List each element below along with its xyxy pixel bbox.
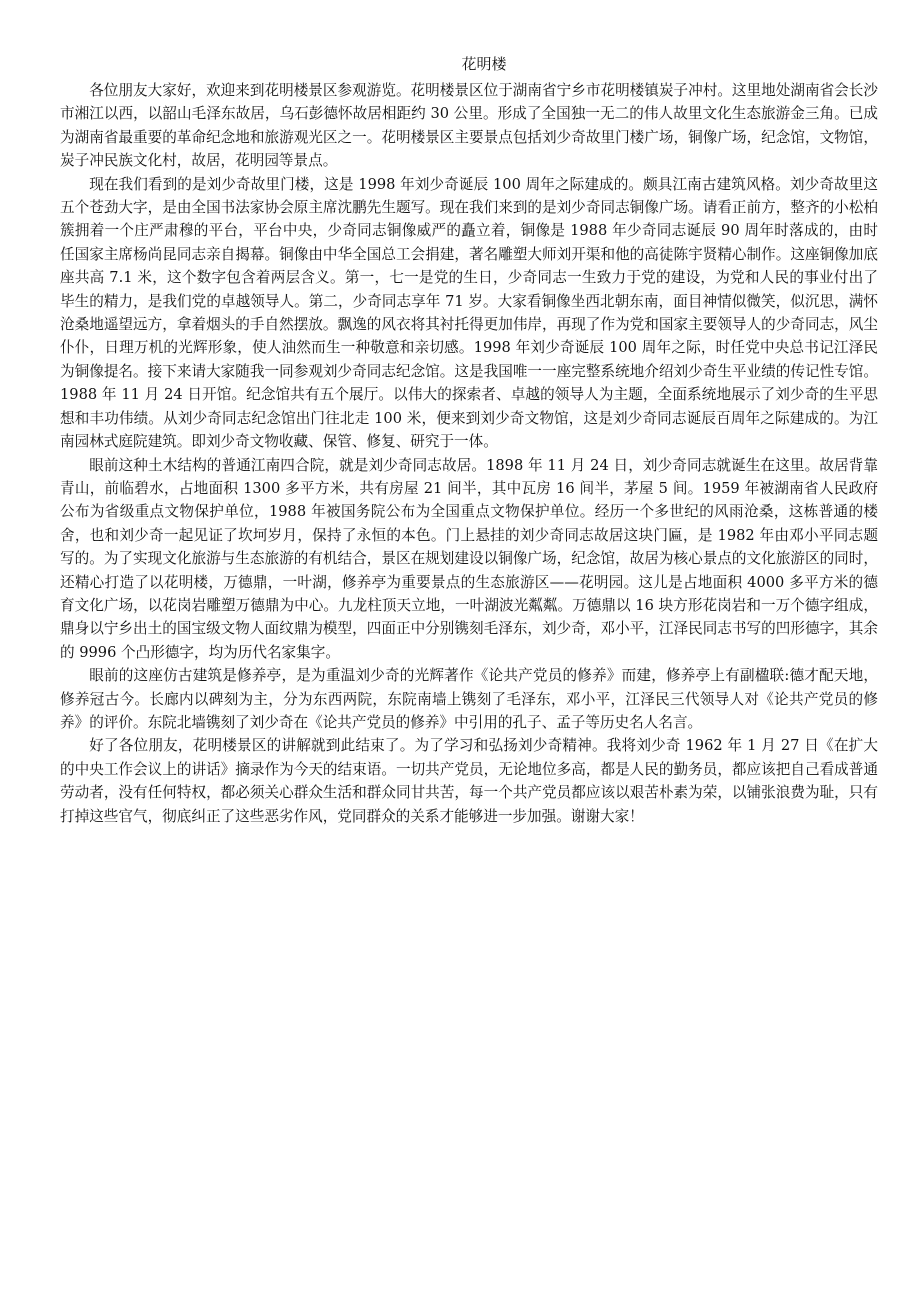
paragraph-xiuyang-pavilion: 眼前的这座仿古建筑是修养亭，是为重温刘少奇的光辉著作《论共产党员的修养》而建，修养亭上有副楹联:德才配天地，修养冠古今。长廊内以碑刻为主，分为东西两院，东院南墙上镌刻了毛泽东，邓小平，江泽民三代领导人对《论共产党员的修养》的评价。东院北墙镌刻了刘少奇在《论共产党员的修养》中引用的孔子、孟子等历史名人名言。: [60, 667, 878, 731]
paragraph-gate-statue-memorial: 现在我们看到的是刘少奇故里门楼，这是 1998 年刘少奇诞辰 100 周年之际建成的。颇具江南古建筑风格。刘少奇故里这五个苍劲大字，是由全国书法家协会原主席沈鹏先生题写。现在我们来到的是刘少奇同志铜像广场。请看正前方，整齐的小松柏簇拥着一个庄严肃穆的平台，平台中央，少奇同志铜像威严的矗立着，铜像是 1988 年少奇同志诞辰 90 周年时落成的，由时任国家主席杨尚昆同志亲自揭幕。铜像由中华全国总工会捐建，著名雕塑大师刘开渠和他的高徒陈宇贤精心制作。这座铜像加底座共高 7.1 米，这个数字包含着两层含义。第一，七一是党的生日，少奇同志一生致力于党的建设，为党和人民的事业付出了毕生的精力，是我们党的卓越领导人。第二，少奇同志享年 71 岁。大家看铜像坐西北朝东南，面目神情似微笑，似沉思，满怀沧桑地遥望远方，拿着烟头的手自然摆放。飘逸的风衣将其衬托得更加伟岸，再现了作为党和国家主要领导人的少奇同志，风尘仆仆，日理万机的光辉形象，使人油然而生一种敬意和亲切感。1998 年刘少奇诞辰 100 周年之际，时任党中央总书记江泽民为铜像提名。接下来请大家随我一同参观刘少奇同志纪念馆。这是我国唯一一座完整系统地介绍刘少奇生平业绩的传记性专馆。1988 年 11 月 24 日开馆。纪念馆共有五个展厅。以伟大的探索者、卓越的领导人为主题，全面系统地展示了刘少奇的生平思想和丰功伟绩。从刘少奇同志纪念馆出门往北走 100 米，便来到刘少奇文物馆，这是刘少奇同志诞辰百周年之际建成的。为江南园林式庭院建筑。即刘少奇文物收藏、保管、修复、研究于一体。: [60, 175, 878, 451]
paragraph-intro: 各位朋友大家好，欢迎来到花明楼景区参观游览。花明楼景区位于湖南省宁乡市花明楼镇炭子冲村。这里地处湖南省会长沙市湘江以西，以韶山毛泽东故居，乌石彭德怀故居相距约 30 公里。形成了全国独一无二的伟人故里文化生态旅游金三角。已成为湖南省最重要的革命纪念地和旅游观光区之一。花明楼景区主要景点包括刘少奇故里门楼广场，铜像广场，纪念馆，文物馆，炭子冲民族文化村，故居，花明园等景点。: [60, 82, 878, 170]
document-title: 花明楼: [461, 55, 507, 73]
paragraph-closing: 好了各位朋友，花明楼景区的讲解就到此结束了。为了学习和弘扬刘少奇精神。我将刘少奇 1962 年 1 月 27 日《在扩大的中央工作会议上的讲话》摘录作为今天的结束语。一切共产党员，无论地位多高，都是人民的勤务员，都应该把自己看成普通劳动者，没有任何特权，都必须关心群众生活和群众同甘共苦，每一个共产党员都应该以艰苦朴素为荣，以铺张浪费为耻，只有打掉这些官气，彻底纠正了这些恶劣作风，党同群众的关系才能够进一步加强。谢谢大家！: [60, 737, 878, 825]
paragraph-former-residence: 眼前这种土木结构的普通江南四合院，就是刘少奇同志故居。1898 年 11 月 24 日，刘少奇同志就诞生在这里。故居背靠青山，前临碧水，占地面积 1300 多平方米，共有房屋 21 间半，其中瓦房 16 间半，茅屋 5 间。1959 年被湖南省人民政府公布为省级重点文物保护单位，1988 年被国务院公布为全国重点文物保护单位。经历一个多世纪的风雨沧桑，这栋普通的楼舍，也和刘少奇一起见证了坎坷岁月，保持了永恒的本色。门上悬挂的刘少奇同志故居这块门匾，是 1982 年由邓小平同志题写的。为了实现文化旅游与生态旅游的有机结合，景区在规划建设以铜像广场，纪念馆，故居为核心景点的文化旅游区的同时，还精心打造了以花明楼，万德鼎，一叶湖，修养亭为重要景点的生态旅游区——花明园。这儿是占地面积 4000 多平方米的德育文化广场，以花岗岩雕塑万德鼎为中心。九龙柱顶天立地，一叶湖波光粼粼。万德鼎以 16 块方形花岗岩和一万个德字组成，鼎身以宁乡出土的国宝级文物人面纹鼎为模型，四面正中分别镌刻毛泽东，刘少奇，邓小平，江泽民同志书写的凹形德字，其余的 9996 个凸形德字，均为历代名家集字。: [60, 456, 878, 661]
